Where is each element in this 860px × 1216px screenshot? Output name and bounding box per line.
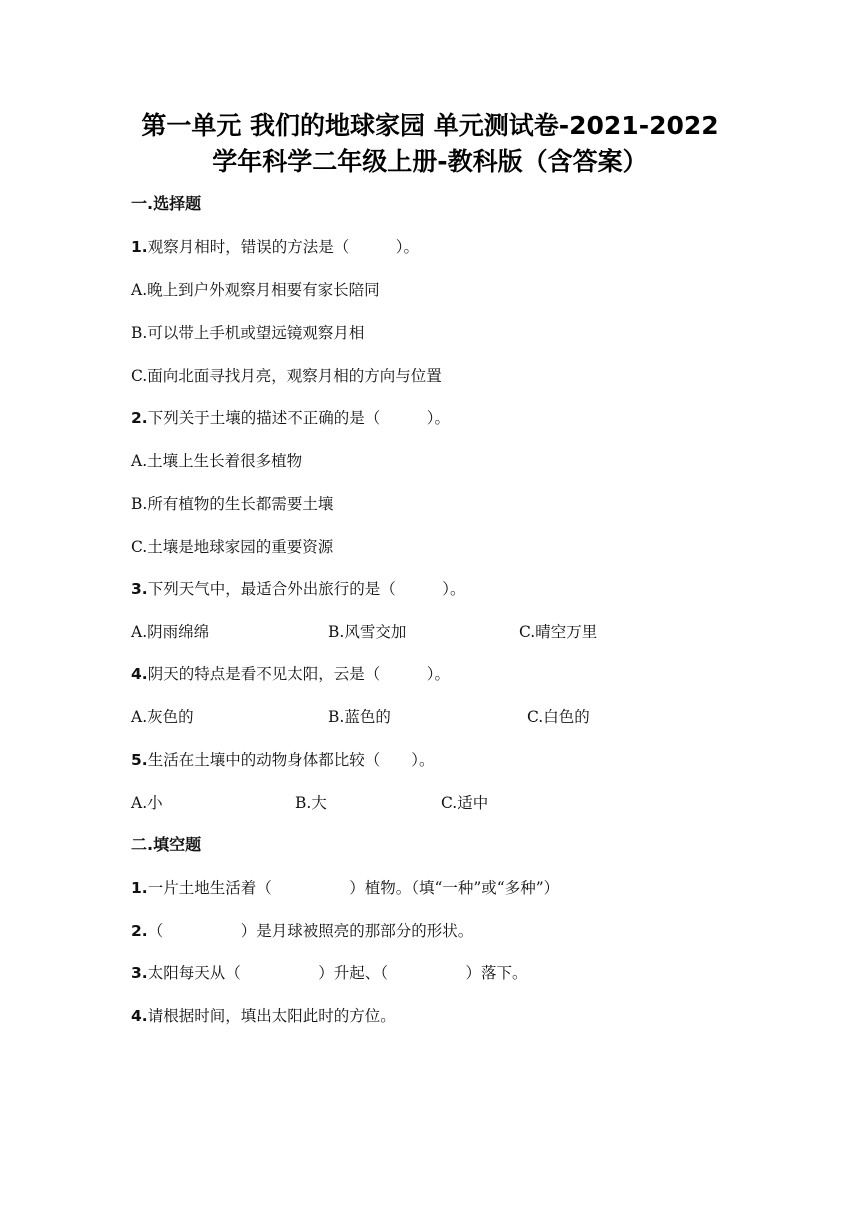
question-number: 1. — [131, 238, 148, 256]
q5-option-b: B.大 — [295, 794, 327, 812]
fill-question-3 — [131, 962, 527, 984]
question-number: 5. — [131, 751, 148, 769]
question-3 — [131, 578, 465, 600]
fill-question-4 — [131, 1005, 396, 1027]
q3-option-c: C.晴空万里 — [519, 623, 598, 641]
question-text: 请根据时间，填出太阳此时的方位。 — [147, 1007, 396, 1025]
question-4 — [131, 663, 450, 685]
question-number: 2. — [131, 409, 148, 427]
question-text: 观察月相时，错误的方法是（ ）。 — [147, 238, 419, 256]
q3-option-b: B.风雪交加 — [328, 623, 407, 641]
title-line-2: 学年科学二年级上册-教科版（含答案） — [212, 147, 648, 176]
q4-option-b: B.蓝色的 — [328, 708, 391, 726]
question-5 — [131, 749, 434, 771]
q3-option-a: A.阴雨绵绵 — [131, 623, 210, 641]
question-text: （ ）是月球被照亮的那部分的形状。 — [147, 922, 474, 940]
question-number: 3. — [131, 964, 148, 982]
fill-question-1 — [131, 877, 559, 899]
question-text: 生活在土壤中的动物身体都比较（ ）。 — [147, 751, 435, 769]
q4-option-c: C.白色的 — [527, 708, 590, 726]
q1-option-a: A.晚上到户外观察月相要有家长陪同 — [131, 281, 380, 299]
q4-option-a: A.灰色的 — [131, 708, 194, 726]
question-text: 太阳每天从（ ）升起、（ ）落下。 — [147, 964, 528, 982]
q2-option-a: A.土壤上生长着很多植物 — [131, 452, 303, 470]
q2-option-c: C.土壤是地球家园的重要资源 — [131, 538, 334, 556]
fill-question-2 — [131, 920, 473, 942]
question-2 — [131, 407, 450, 429]
question-number: 2. — [131, 922, 148, 940]
question-text: 一片土地生活着（ ）植物。（填“一种”或“多种”） — [147, 879, 560, 897]
section-fill-heading: 二.填空题 — [131, 835, 202, 854]
section-choice-heading: 一.选择题 — [131, 194, 202, 213]
q1-option-c: C.面向北面寻找月亮，观察月相的方向与位置 — [131, 367, 442, 385]
question-1 — [131, 236, 419, 258]
question-number: 4. — [131, 665, 148, 683]
question-number: 3. — [131, 580, 148, 598]
question-text: 下列关于土壤的描述不正确的是（ ）。 — [147, 409, 450, 427]
q5-option-c: C.适中 — [441, 794, 489, 812]
question-number: 4. — [131, 1007, 148, 1025]
q2-option-b: B.所有植物的生长都需要土壤 — [131, 495, 334, 513]
q5-option-a: A.小 — [131, 794, 163, 812]
question-number: 1. — [131, 879, 148, 897]
title-line-1: 第一单元 我们的地球家园 单元测试卷-2021-2022 — [141, 111, 719, 140]
q1-option-b: B.可以带上手机或望远镜观察月相 — [131, 324, 365, 342]
question-text: 下列天气中，最适合外出旅行的是（ ）。 — [147, 580, 466, 598]
question-text: 阴天的特点是看不见太阳，云是（ ）。 — [147, 665, 450, 683]
